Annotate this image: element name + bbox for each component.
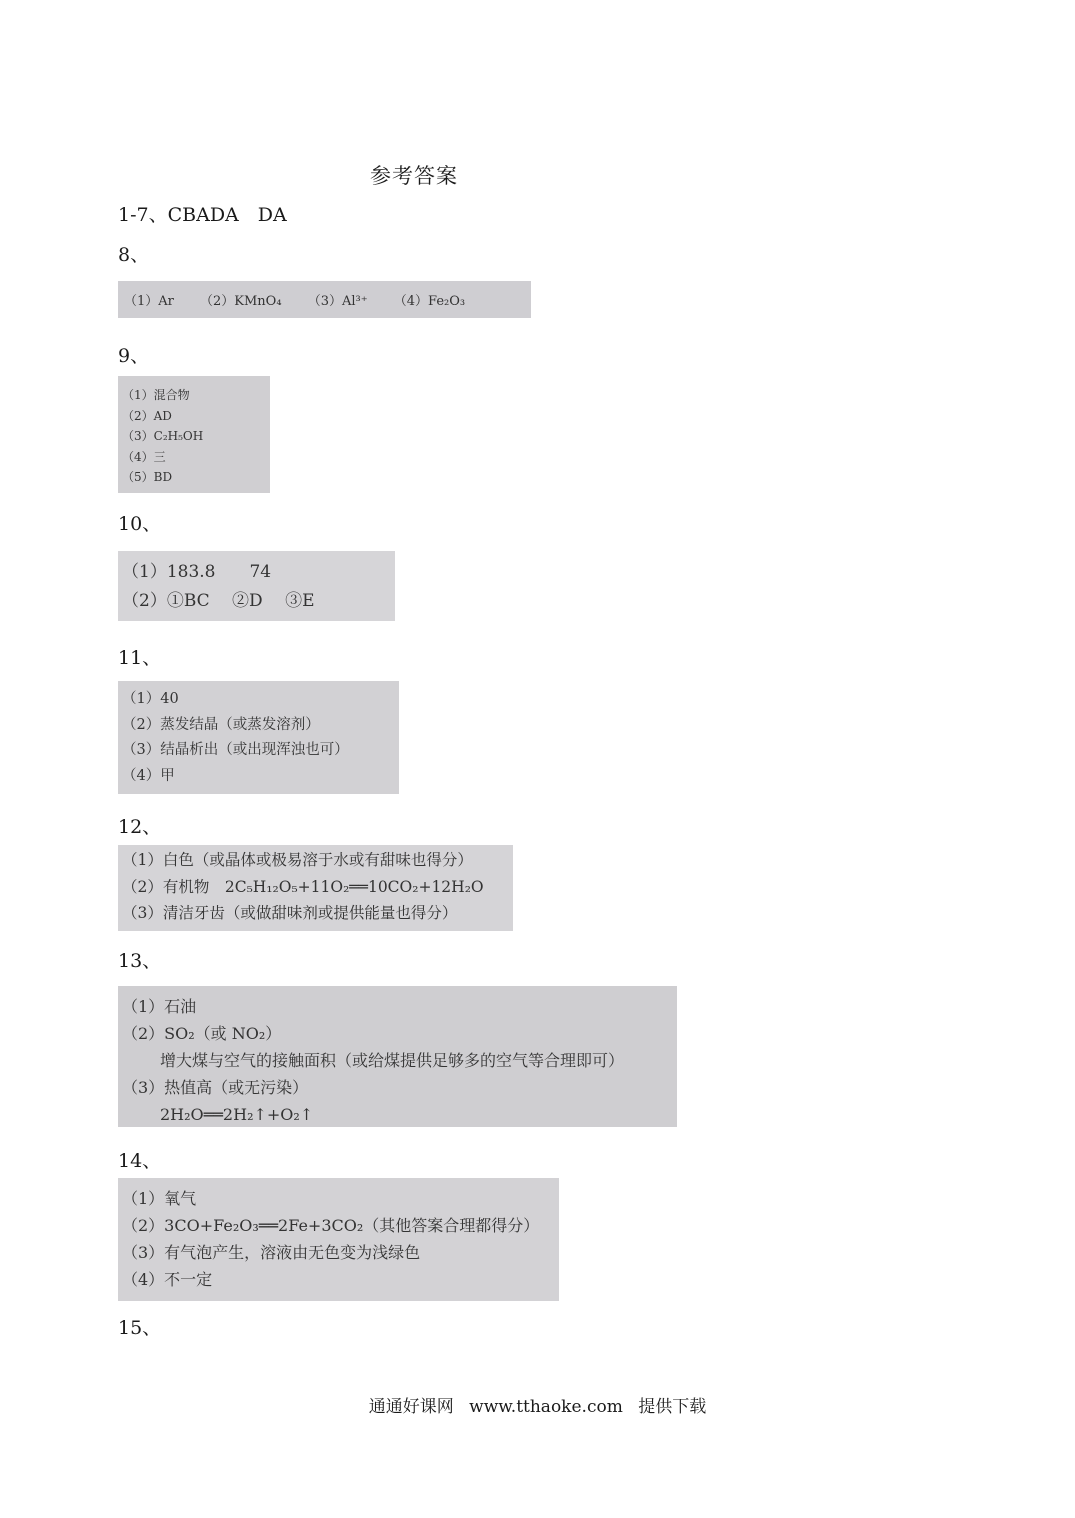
answer-12-2: （2）有机物 2C₅H₁₂O₅+11O₂══10CO₂+12H₂O [122, 877, 484, 896]
answer-9-4: （4）三 [122, 449, 166, 464]
answer-14-2: （2）3CO+Fe₂O₃══2Fe+3CO₂（其他答案合理都得分） [122, 1216, 540, 1235]
answer-13-3b: 2H₂O══2H₂↑+O₂↑ [160, 1105, 314, 1124]
question-11-label: 11、 [118, 647, 162, 669]
question-9-label: 9、 [118, 345, 150, 367]
question-10-label: 10、 [118, 513, 162, 535]
answer-9-image [118, 376, 270, 493]
footer-suffix: 提供下载 [638, 1397, 707, 1417]
page-title: 参考答案 [370, 164, 458, 188]
answer-8-2: （2）KMnO₄ [200, 294, 282, 309]
answer-9-1: （1）混合物 [122, 388, 190, 402]
footer-site-name: 通通好课网 [368, 1397, 454, 1417]
answer-13-2: （2）SO₂（或 NO₂） [122, 1024, 282, 1043]
answer-11-2: （2）蒸发结晶（或蒸发溶剂） [122, 716, 320, 733]
answer-12-1: （1）白色（或晶体或极易溶于水或有甜味也得分） [122, 851, 473, 869]
answer-11-4: （4）甲 [122, 767, 175, 784]
answer-10-1: （1）183.8 74 [122, 562, 272, 582]
answer-12-3: （3）清洁牙齿（或做甜味剂或提供能量也得分） [122, 904, 458, 922]
answer-11-1: （1）40 [122, 691, 179, 707]
question-14-label: 14、 [118, 1150, 162, 1172]
answer-10-image [118, 551, 395, 621]
answer-13-2b: 增大煤与空气的接触面积（或给煤提供足够多的空气等合理即可） [160, 1051, 625, 1070]
answer-9-5: （5）BD [122, 470, 173, 484]
answer-8-image [118, 281, 531, 318]
answer-14-image [118, 1178, 559, 1301]
answer-14-3: （3）有气泡产生，溶液由无色变为浅绿色 [122, 1243, 421, 1262]
question-12-label: 12、 [118, 816, 162, 838]
answer-11-3: （3）结晶析出（或出现浑浊也可） [122, 742, 349, 758]
question-13-label: 13、 [118, 950, 162, 972]
page-footer [0, 1392, 1075, 1417]
answer-12-image [118, 845, 513, 931]
answer-9-3: （3）C₂H₅OH [122, 429, 204, 443]
answer-13-1: （1）石油 [122, 997, 197, 1016]
answer-8-1: （1）Ar [124, 294, 174, 309]
answer-10-2: （2）①BC ②D ③E [122, 591, 315, 611]
answer-14-4: （4）不一定 [122, 1270, 213, 1289]
answer-9-2: （2）AD [122, 408, 172, 423]
answer-13-3: （3）热值高（或无污染） [122, 1078, 309, 1097]
footer-url[interactable]: www.tthaoke.com [469, 1397, 623, 1417]
question-8-label: 8、 [118, 244, 150, 266]
answer-13-image [118, 986, 677, 1127]
answer-14-1: （1）氧气 [122, 1189, 197, 1208]
answer-1-7: 1-7、CBADA DA [118, 204, 287, 226]
question-15-label: 15、 [118, 1317, 162, 1339]
answer-8-4: （4）Fe₂O₃ [393, 294, 466, 309]
answer-11-image [118, 681, 399, 794]
answer-8-3: （3）Al³⁺ [307, 294, 368, 309]
